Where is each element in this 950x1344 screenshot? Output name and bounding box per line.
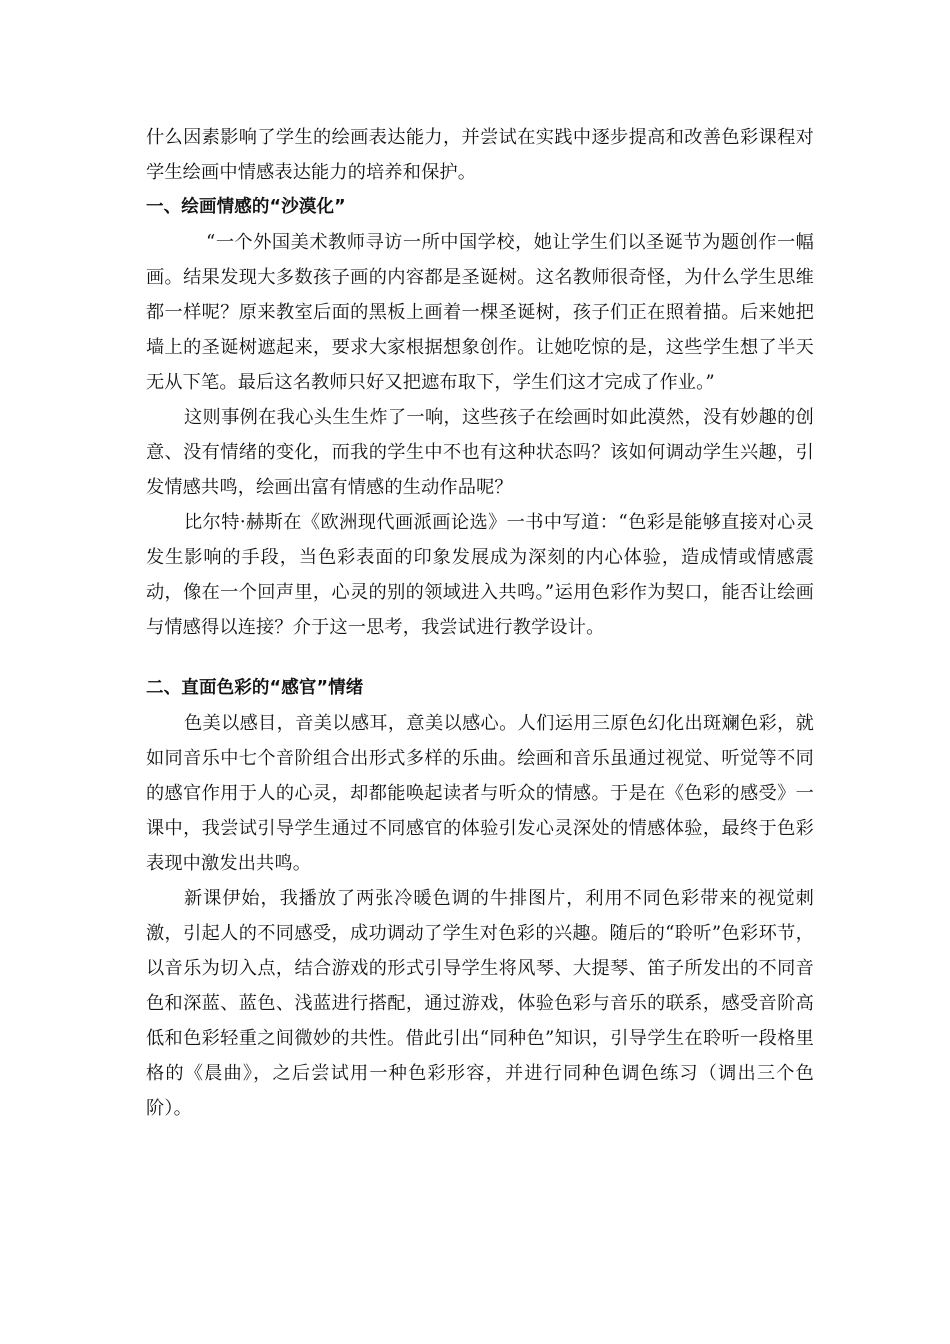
blank-spacer: [146, 645, 814, 671]
section-heading-1: 一、绘画情感的“沙漠化”: [146, 197, 346, 217]
body-paragraph: 比尔特·赫斯在《欧洲现代画派画论选》一书中写道：“色彩是能够直接对心灵发生影响的手段，当色彩表面的印象发展成为深刻的内心体验，造成情或情感震动，像在一个回声里，心灵的别的领域进入共鸣。”运用色彩作为契口，能否让绘画与情感得以连接？介于这一思考，我尝试进行教学设计。: [146, 512, 814, 638]
body-paragraph: 这则事例在我心头生生炸了一响，这些孩子在绘画时如此漠然，没有妙趣的创意、没有情绪的变化，而我的学生中不也有这种状态吗？该如何调动学生兴趣，引发情感共鸣，绘画出富有情感的生动作品呢？: [146, 407, 814, 498]
body-paragraph: 新课伊始，我播放了两张冷暖色调的牛排图片，利用不同色彩带来的视觉刺激，引起人的不同感受，成功调动了学生对色彩的兴趣。随后的“聆听”色彩环节，以音乐为切入点，结合游戏的形式引导学生将风琴、大提琴、笛子所发出的不同音色和深蓝、蓝色、浅蓝进行搭配，通过游戏，体验色彩与音乐的联系，感受音阶高低和色彩轻重之间微妙的共性。借此引出“同种色”知识，引导学生在聆听一段格里格的《晨曲》，之后尝试用一种色彩形容，并进行同种色调色练习（调出三个色阶）。: [146, 888, 814, 1119]
document-body: [146, 120, 814, 1126]
quote-paragraph: “一个外国美术教师寻访一所中国学校，她让学生们以圣诞节为题创作一幅画。结果发现大多数孩子画的内容都是圣诞树。这名教师很奇怪，为什么学生思维都一样呢？原来教室后面的黑板上画着一棵圣诞树，孩子们正在照着描。后来她把墙上的圣诞树遮起来，要求大家根据想象创作。让她吃惊的是，这些学生想了半天无从下笔。最后这名教师只好又把遮布取下，学生们这才完成了作业。”: [146, 232, 814, 393]
section-heading-2: 二、直面色彩的“感官”情绪: [146, 678, 364, 698]
intro-paragraph: 什么因素影响了学生的绘画表达能力，并尝试在实践中逐步提高和改善色彩课程对学生绘画中情感表达能力的培养和保护。: [146, 127, 814, 183]
body-paragraph: 色美以感目，音美以感耳，意美以感心。人们运用三原色幻化出斑斓色彩，就如同音乐中七个音阶组合出形式多样的乐曲。绘画和音乐虽通过视觉、听觉等不同的感官作用于人的心灵，却都能唤起读者与听众的情感。于是在《色彩的感受》一课中，我尝试引导学生通过不同感官的体验引发心灵深处的情感体验，最终于色彩表现中激发出共鸣。: [146, 713, 814, 874]
